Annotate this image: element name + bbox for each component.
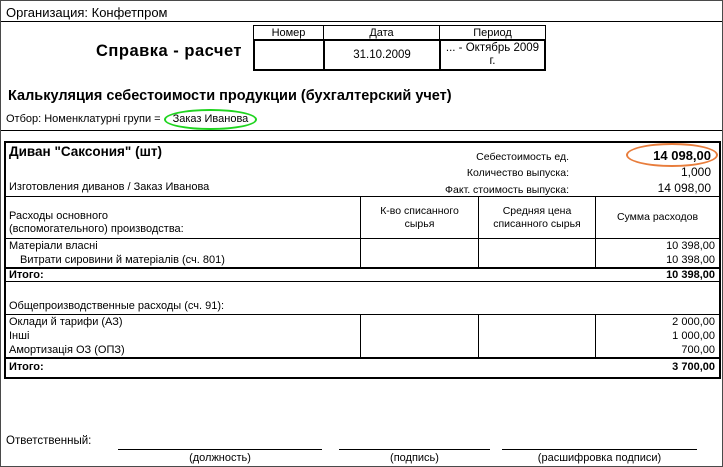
report-subtitle: Калькуляция себестоимости продукции (бухгалтерский учет) [8,88,452,104]
fact-cost-label: Факт. стоимость выпуска: [445,184,569,196]
cost-unit-value: 14 098,00 [653,148,711,163]
header-table-value-row [253,39,546,71]
period-value: ... - Октябрь 2009 г. [439,39,546,71]
header-col-number: Номер [253,25,323,40]
filter-value-highlight: Заказ Иванова [164,109,258,130]
cost-table-column-headers [6,197,719,239]
date-value: 31.10.2009 [323,39,439,71]
row-price [478,343,595,357]
row-label: Інші [9,330,30,342]
organization-line: Организация: Конфетпром [6,5,168,20]
header-table [253,25,546,71]
column-header-expenses: Расходы основного (вспомогательного) производства: [9,210,184,235]
row-qty [360,329,478,343]
row-qty [360,343,478,357]
row-sum: 10 398,00 [595,239,719,253]
signature-caption-name: (расшифровка подписи) [537,452,662,464]
column-header-sum: Сумма расходов [595,197,719,238]
header-table-head-row [253,25,546,40]
signature-caption-signature: (подпись) [390,452,439,464]
document-title: Справка - расчет [96,42,243,60]
cost-table [4,141,721,379]
row-price [478,253,595,267]
row-sum: 2 000,00 [595,315,719,329]
table-row [6,253,719,267]
column-header-avg-price: Средняя цена списанного сырья [478,197,595,238]
row-price [478,239,595,253]
number-value [253,39,323,71]
total-value: 3 700,00 [672,361,715,373]
quantity-label: Количество выпуска: [466,167,569,179]
header-col-date: Дата [323,25,439,40]
spacer-row [6,282,719,296]
table-row [6,343,719,357]
signature-line-signature [339,449,490,450]
table-row [6,315,719,329]
filter-line [6,106,257,132]
responsible-label: Ответственный: [6,435,92,447]
product-name: Диван "Саксония" (шт) [9,144,162,159]
column-header-qty: К-во списанного сырья [360,197,478,238]
product-group: Изготовления диванов / Заказ Иванова [9,181,210,193]
row-price [478,329,595,343]
separator-line-filter [1,130,723,131]
row-price [478,315,595,329]
filter-prefix: Отбор: Номенклатурні групи = [6,113,161,125]
row-qty [360,315,478,329]
row-label: Витрати сировини й матеріалів (сч. 801) [20,254,225,266]
row-label: Амортизація ОЗ (ОПЗ) [9,344,125,356]
row-qty [360,253,478,267]
total-value: 10 398,00 [666,269,715,281]
table-row [6,329,719,343]
cost-unit-label: Себестоимость ед. [476,151,569,163]
total-label: Итого: [9,269,44,281]
row-sum: 10 398,00 [595,253,719,267]
row-sum: 1 000,00 [595,329,719,343]
quantity-value: 1,000 [680,165,711,179]
signature-line-position [118,449,322,450]
table-row [6,239,719,253]
row-qty [360,239,478,253]
separator-line-top [1,21,723,22]
fact-cost-value: 14 098,00 [657,181,711,195]
section-title: Общепроизводственные расходы (сч. 91): [6,296,719,315]
product-header-block [6,143,719,197]
signature-caption-position: (должность) [189,452,251,464]
header-col-period: Период [439,25,546,40]
total-label: Итого: [9,361,44,373]
row-label: Оклади й тарифи (АЗ) [9,316,123,328]
signature-line-name [502,449,697,450]
section-total-row [6,357,719,377]
section-total-row [6,267,719,282]
row-sum: 700,00 [595,343,719,357]
row-label: Матеріали власні [9,240,98,252]
